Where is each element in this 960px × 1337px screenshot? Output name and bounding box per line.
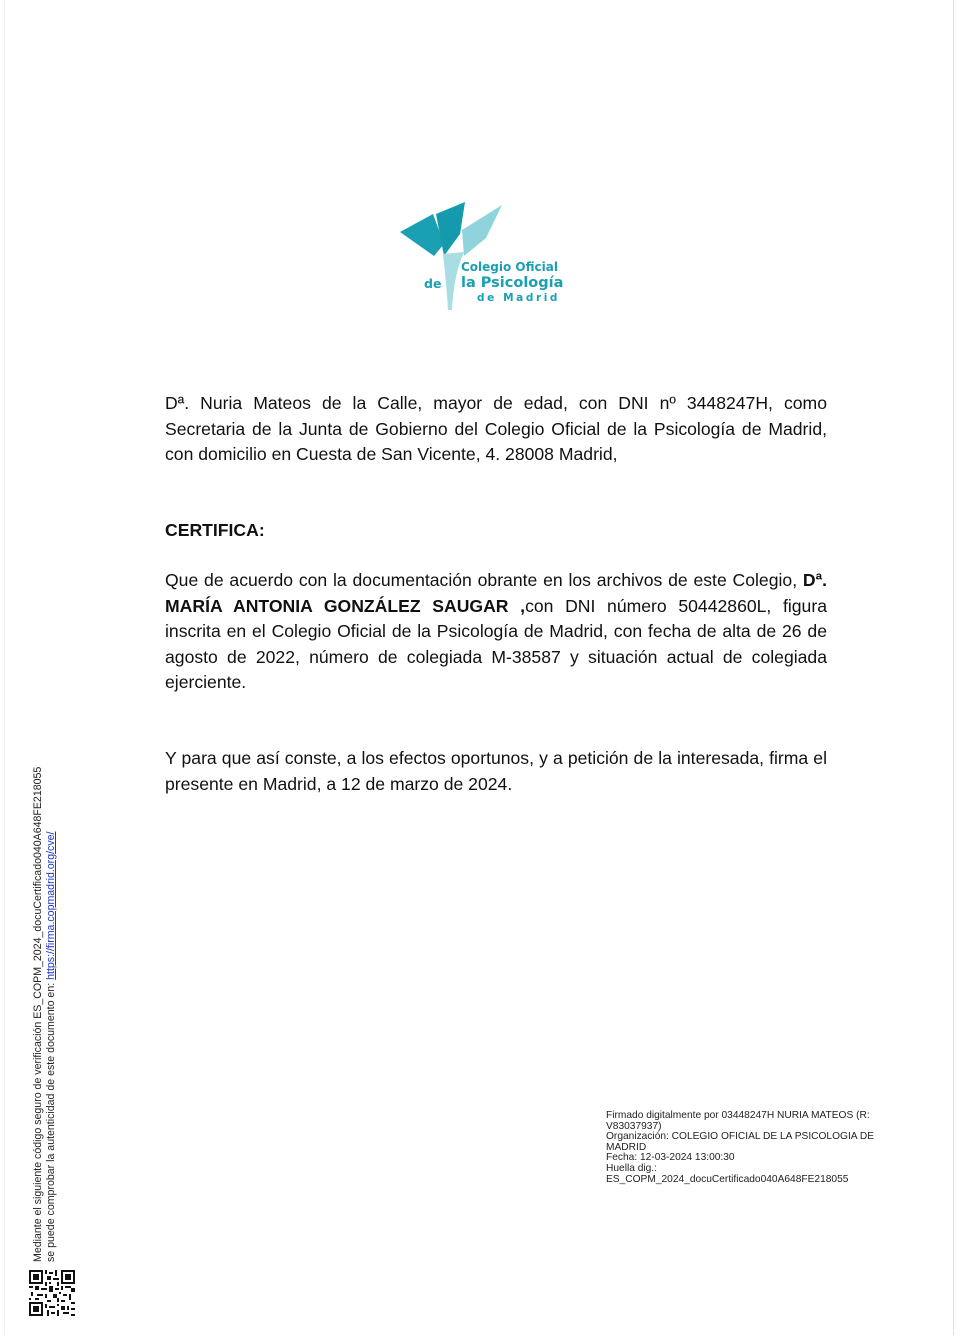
signed-by-line-2: V83037937) — [606, 1120, 662, 1132]
qr-code-icon — [29, 1270, 75, 1316]
colegiada-name: Dª. MARÍA ANTONIA GONZÁLEZ SAUGAR , — [165, 570, 827, 616]
signed-by-line-1: Firmado digitalmente por 03448247H NURIA MATEOS (R: — [606, 1110, 870, 1121]
certification-text-end: con DNI número 50442860L, figura inscrita en el Colegio Oficial de la Psicología de Madrid, con fecha de alta de 26 de agosto de 2022, número de colegiada M-38587 y situación actual de colegiada ejerciente. — [165, 595, 827, 693]
certification-paragraph — [165, 568, 827, 696]
colegio-logo — [398, 200, 578, 312]
digital-signature-block — [606, 1111, 906, 1185]
organization-line-2: MADRID — [606, 1141, 647, 1153]
logo-line-2: la Psicología — [461, 275, 564, 291]
fingerprint-label: Huella dig.: — [606, 1162, 657, 1174]
verification-note-line-2 — [45, 662, 58, 1262]
closing-paragraph: Y para que así conste, a los efectos oportunos, y a petición de la interesada, firma el presente en Madrid, a 12 de marzo de 2024. — [165, 748, 827, 794]
verification-link[interactable]: https://firma.copmadrid.org/cve/ — [44, 831, 57, 980]
logo-line-3: de Madrid — [477, 292, 561, 304]
intro-paragraph: Dª. Nuria Mateos de la Calle, mayor de edad, con DNI nº 3448247H, como Secretaria de la Junta de Gobierno del Colegio Oficial de la Psicología de Madrid, con domicilio en Cuesta de San Vicente, 4. 28008 Madrid, — [165, 393, 827, 465]
logo-line-1: Colegio Oficial — [461, 260, 558, 274]
verification-note-line-1: Mediante el siguiente código seguro de verificación ES_COPM_2024_docuCertificado040A648FE218055 — [32, 766, 44, 1262]
verification-note — [32, 662, 57, 1262]
fingerprint-value: ES_COPM_2024_docuCertificado040A648FE218055 — [606, 1173, 849, 1185]
organization-line-1: Organización: COLEGIO OFICIAL DE LA PSICOLOGIA DE — [606, 1131, 874, 1143]
verification-note-prefix: se puede comprobar la autenticidad de este documento en: — [44, 979, 57, 1262]
certification-text-start: Que de acuerdo con la documentación obrante en los archivos de este Colegio, — [165, 570, 803, 590]
signature-date: Fecha: 12-03-2024 13:00:30 — [606, 1152, 735, 1164]
logo-de: de — [424, 276, 442, 291]
certifica-heading: CERTIFICA: — [165, 520, 265, 540]
